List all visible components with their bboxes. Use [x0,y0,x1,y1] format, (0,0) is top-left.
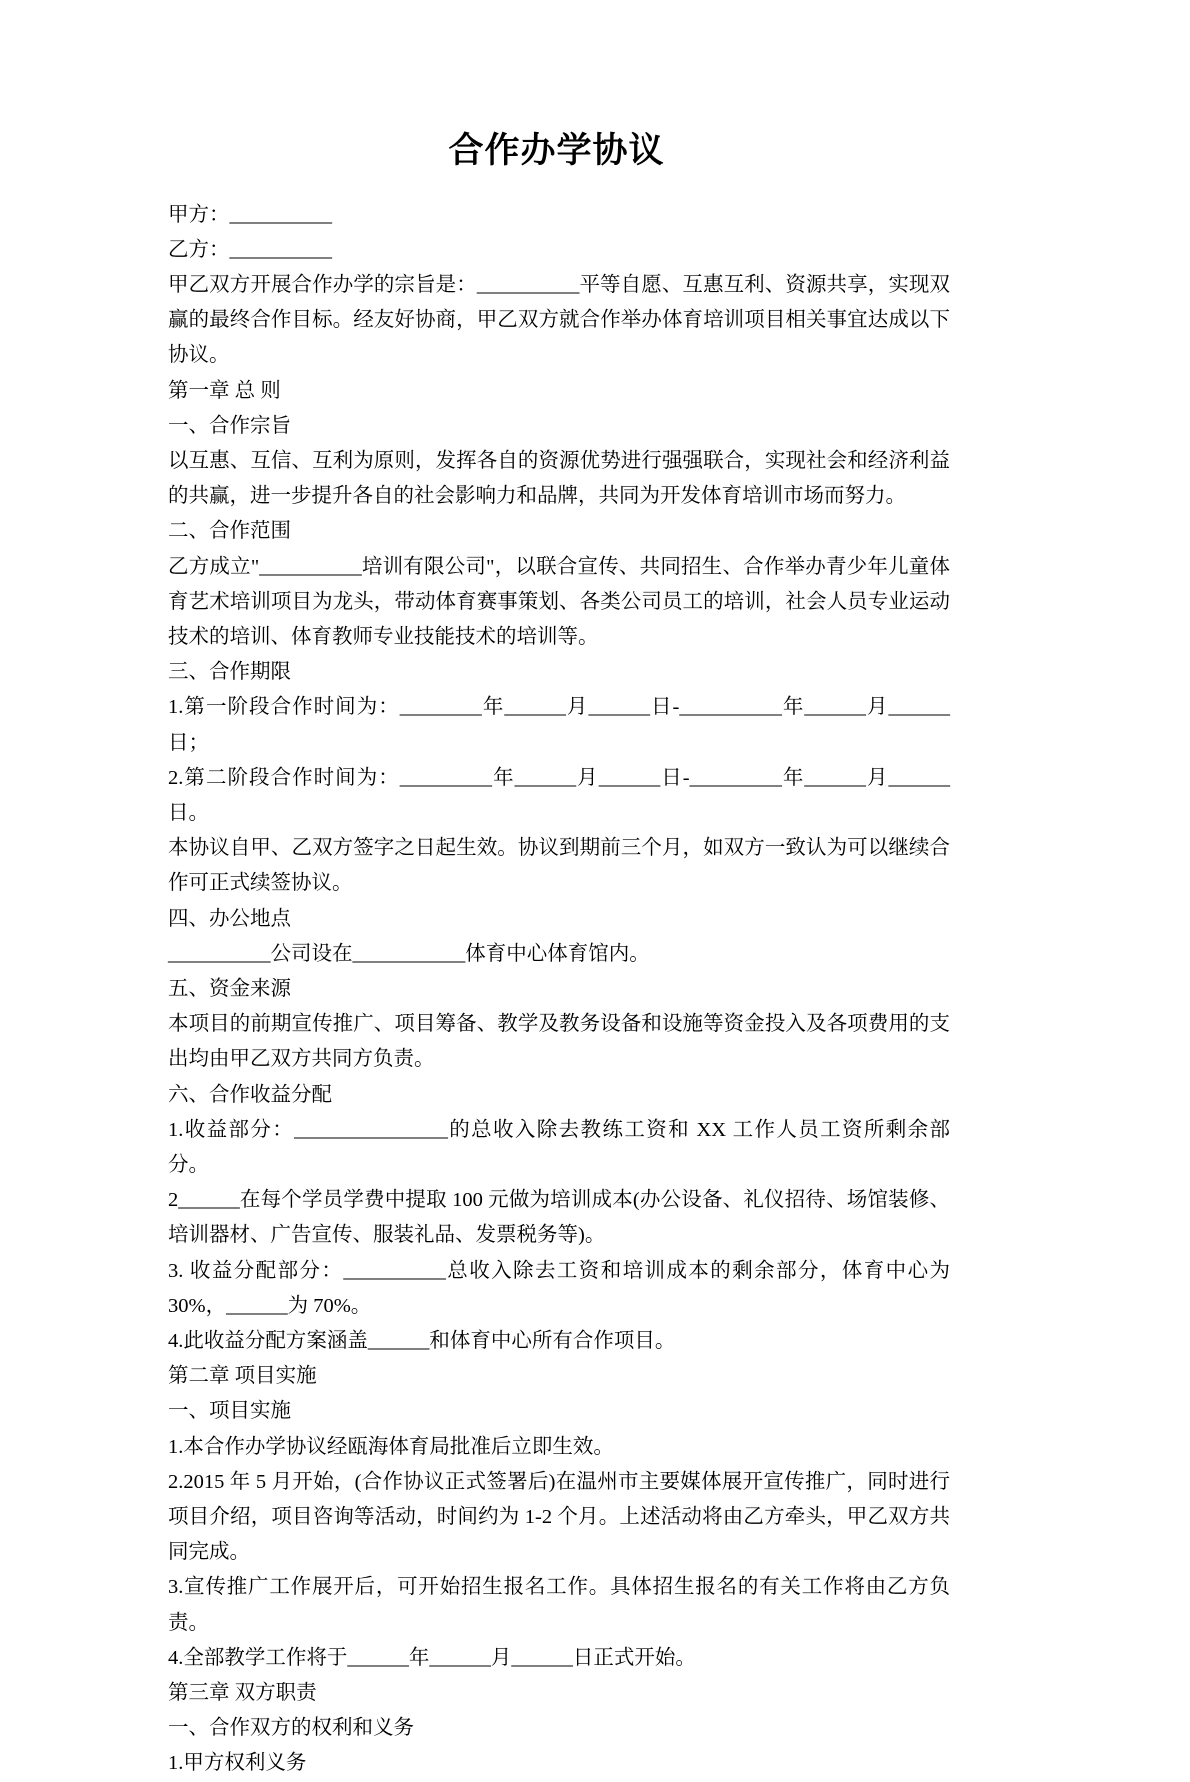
heading-section-8: 一、合作双方的权利和义务 [168,1717,414,1740]
clause-impl-2: 2.2015 年 5 月开始，(合作协议正式签署后)在温州市主要媒体展开宣传推广，同时进行项目介绍，项目咨询等活动，时间约为 1-2 个月。上述活动将由乙方牵头，甲乙双方共同完成。 [168,1470,950,1564]
page-title: 合作办学协议 [448,131,665,170]
clause-revenue-3: 3. 收益分配部分：__________总收入除去工资和培训成本的剩余部分，体育中心为 30%，______为 70%。 [168,1259,950,1317]
heading-chapter-1: 第一章 总 则 [168,379,281,402]
heading-chapter-2: 第二章 项目实施 [168,1365,317,1388]
paragraph-purpose-intro: 甲乙双方开展合作办学的宗旨是：__________平等自愿、互惠互利、资源共享，实现双赢的最终合作目标。经友好协商，甲乙双方就合作举办体育培训项目相关事宜达成以下协议。 [168,273,950,367]
clause-revenue-4: 4.此收益分配方案涵盖______和体育中心所有合作项目。 [168,1330,676,1352]
clause-phase-1-dates: 1.第一阶段合作时间为：________年______月______日-__________年______月______日； [168,696,950,754]
heading-section-7: 一、项目实施 [168,1400,291,1423]
clause-phase-2-dates: 2.第二阶段合作时间为：_________年______月______日-_________年______月______日。 [168,766,950,824]
paragraph-section-3: 本协议自甲、乙双方签字之日起生效。协议到期前三个月，如双方一致认为可以继续合作可正式续签协议。 [168,837,950,895]
paragraph-section-1: 以互惠、互信、互利为原则，发挥各自的资源优势进行强强联合，实现社会和经济利益的共赢，进一步提升各自的社会影响力和品牌，共同为开发体育培训市场而努力。 [168,449,950,508]
clause-duties-1: 1.甲方权利义务 [168,1752,307,1775]
paragraph-section-5: 本项目的前期宣传推广、项目筹备、教学及教务设备和设施等资金投入及各项费用的支出均由甲乙双方共同方负责。 [168,1013,950,1071]
heading-section-3: 三、合作期限 [168,661,291,684]
heading-section-6: 六、合作收益分配 [168,1083,332,1106]
heading-chapter-3: 第三章 双方职责 [168,1682,317,1705]
paragraph-section-2: 乙方成立"__________培训有限公司"，以联合宣传、共同招生、合作举办青少年儿童体育艺术培训项目为龙头，带动体育赛事策划、各类公司员工的培训，社会人员专业运动技术的培训、体育教师专业技能技术的培训等。 [168,555,950,648]
heading-section-5: 五、资金来源 [168,977,291,1000]
clause-revenue-2: 2______在每个学员学费中提取 100 元做为培训成本(办公设备、礼仪招待、场馆装修、培训器材、广告宣传、服装礼品、发票税务等)。 [168,1189,950,1247]
paragraph-party-a: 甲方：__________ [168,203,332,226]
document-body [168,198,950,1782]
paragraph-party-b: 乙方：__________ [168,238,332,261]
heading-section-4: 四、办公地点 [168,907,291,930]
clause-impl-3: 3.宣传推广工作展开后，可开始招生报名工作。具体招生报名的有关工作将由乙方负责。 [168,1576,950,1634]
heading-section-1: 一、合作宗旨 [168,414,291,437]
clause-impl-4: 4.全部教学工作将于______年______月______日正式开始。 [168,1646,696,1669]
paragraph-section-4: __________公司设在___________体育中心体育馆内。 [168,942,650,965]
clause-revenue-1: 1.收益部分：_______________的总收入除去教练工资和 XX 工作人员工资所剩余部分。 [168,1118,950,1176]
heading-section-2: 二、合作范围 [168,520,291,543]
clause-impl-1: 1.本合作办学协议经瓯海体育局批准后立即生效。 [168,1435,614,1458]
